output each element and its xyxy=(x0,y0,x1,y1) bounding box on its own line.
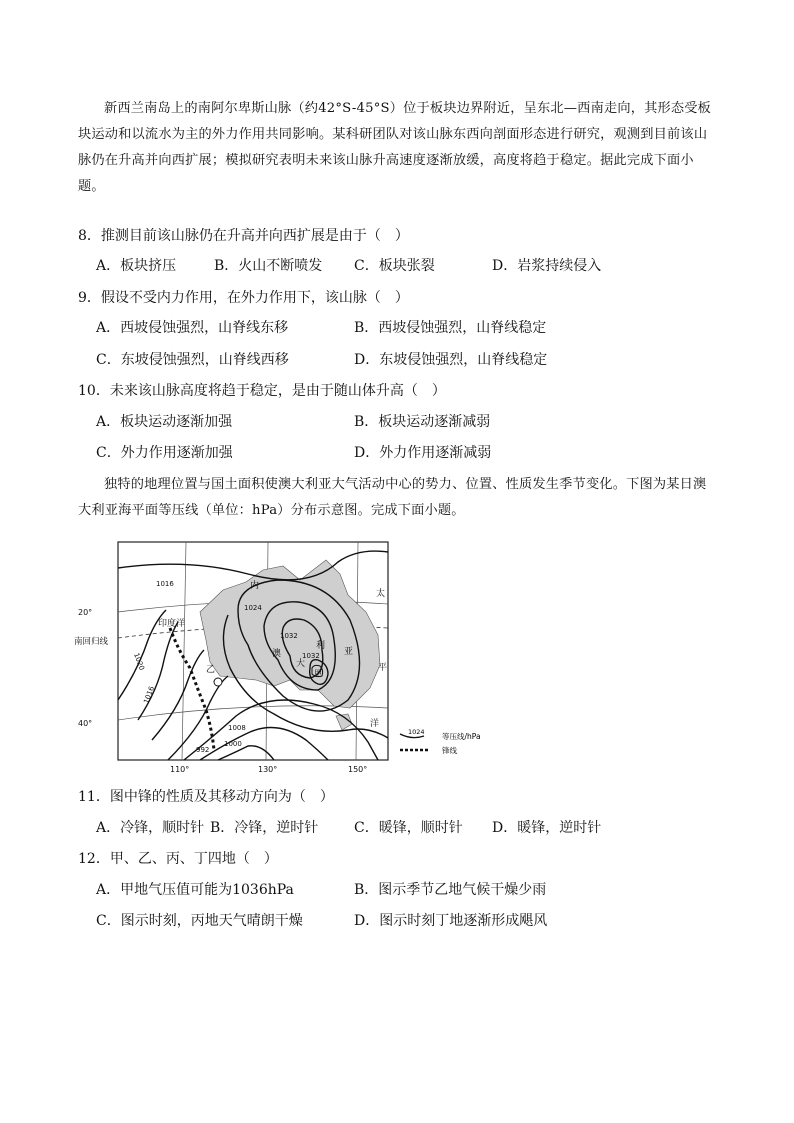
pacific-label-1: 太 xyxy=(376,589,386,599)
q10-option-d[interactable]: D．外力作用逐渐减弱 xyxy=(354,445,492,461)
aus-label-1: 澳 xyxy=(272,649,282,659)
isobar-label-1020: 1020 xyxy=(132,651,146,672)
isobar-label-1008: 1008 xyxy=(228,724,246,732)
legend-iso-value: 1024 xyxy=(408,728,425,736)
lon-150-label: 150° xyxy=(348,765,368,774)
q11-option-d[interactable]: D．暖锋，逆时针 xyxy=(492,820,602,836)
q12-option-c[interactable]: C．图示时刻，丙地天气晴朗干燥 xyxy=(96,913,303,929)
q8-option-d[interactable]: D．岩浆持续侵入 xyxy=(492,258,602,274)
jia-label: 甲 xyxy=(314,669,322,678)
q10-option-a[interactable]: A．板块运动逐渐加强 xyxy=(96,414,233,430)
tropic-label: 南回归线 xyxy=(74,637,109,647)
q12-option-b[interactable]: B．图示季节乙地气候干燥少雨 xyxy=(354,882,547,898)
q9-option-a[interactable]: A．西坡侵蚀强烈，山脊线东移 xyxy=(96,320,289,336)
question-9-stem: 9．假设不受内力作用，在外力作用下，该山脉（ ） xyxy=(78,290,409,306)
q12-option-a[interactable]: A．甲地气压值可能为1036hPa xyxy=(96,882,294,898)
question-12-stem: 12．甲、乙、丙、丁四地（ ） xyxy=(78,851,278,867)
q8-option-a[interactable]: A．板块挤压 xyxy=(96,258,177,274)
yi-label: 乙 xyxy=(206,665,216,675)
map-legend xyxy=(400,728,481,755)
q8-option-b[interactable]: B．火山不断喷发 xyxy=(214,258,323,274)
q11-option-a[interactable]: A．冷锋，顺时针 xyxy=(96,820,205,836)
q11-option-b[interactable]: B．冷锋，逆时针 xyxy=(210,820,319,836)
passage-2: 独特的地理位置与国土面积使澳大利亚大气活动中心的势力、位置、性质发生季节变化。下图为某日澳大利亚海平面等压线（单位：hPa）分布示意图。完成下面小题。 xyxy=(78,477,707,518)
isobar-label-1024: 1024 xyxy=(244,604,262,612)
lon-130-label: 130° xyxy=(258,765,278,774)
question-8-stem: 8．推测目前该山脉仍在升高并向西扩展是由于（ ） xyxy=(78,228,409,244)
q9-option-d[interactable]: D．东坡侵蚀强烈，山脊线稳定 xyxy=(354,352,548,368)
lat-40-label: 40° xyxy=(78,719,93,728)
legend-front-label: 锋线 xyxy=(442,746,457,755)
pacific-label-2: 平 xyxy=(378,663,388,673)
isobar-label-1016b: 1016 xyxy=(142,685,156,705)
isobar-label-1016a: 1016 xyxy=(156,580,174,588)
lon-110-label: 110° xyxy=(170,765,190,774)
q8-option-c[interactable]: C．板块张裂 xyxy=(354,258,435,274)
aus-label-2: 大 xyxy=(296,659,306,669)
isobar-label-1000: 1000 xyxy=(224,740,242,748)
legend-isobar-label: 等压线/hPa xyxy=(442,732,481,741)
isobar-label-1032b: 1032 xyxy=(302,652,320,660)
yi-marker xyxy=(214,678,222,686)
question-10-stem: 10．未来该山脉高度将趋于稳定，是由于随山体升高（ ） xyxy=(78,383,446,399)
q9-option-b[interactable]: B．西坡侵蚀强烈，山脊线稳定 xyxy=(354,320,547,336)
q9-option-c[interactable]: C．东坡侵蚀强烈，山脊线西移 xyxy=(96,352,289,368)
q12-option-d[interactable]: D．图示时刻丁地逐渐形成飓风 xyxy=(354,913,548,929)
q10-option-c[interactable]: C．外力作用逐渐加强 xyxy=(96,445,233,461)
question-11-stem: 11．图中锋的性质及其移动方向为（ ） xyxy=(78,789,334,805)
isobar-label-992: 992 xyxy=(196,746,210,754)
pacific-label-3: 洋 xyxy=(370,719,380,729)
lat-20-label: 20° xyxy=(78,608,93,617)
passage-1: 新西兰南岛上的南阿尔卑斯山脉（约42°S-45°S）位于板块边界附近，呈东北—西南走向，其形态受板块运动和以流水为主的外力作用共同影响。某科研团队对该山脉东西向剖面形态进行研究，观测到目前该山脉仍在升高并向西扩展；模拟研究表明未来该山脉升高速度逐渐放缓，高度将趋于稳定。据此完成下面小题。 xyxy=(78,101,712,194)
isobar-label-1032a: 1032 xyxy=(280,632,298,640)
aus-label-4: 亚 xyxy=(344,647,354,657)
q11-option-c[interactable]: C．暖锋，顺时针 xyxy=(354,820,463,836)
q10-option-b[interactable]: B．板块运动逐渐减弱 xyxy=(354,414,491,430)
indian-ocean-label: 印度洋 xyxy=(158,619,186,629)
isobar-map xyxy=(74,540,481,775)
label-nei: 内 xyxy=(250,581,260,591)
aus-label-3: 利 xyxy=(316,641,326,651)
